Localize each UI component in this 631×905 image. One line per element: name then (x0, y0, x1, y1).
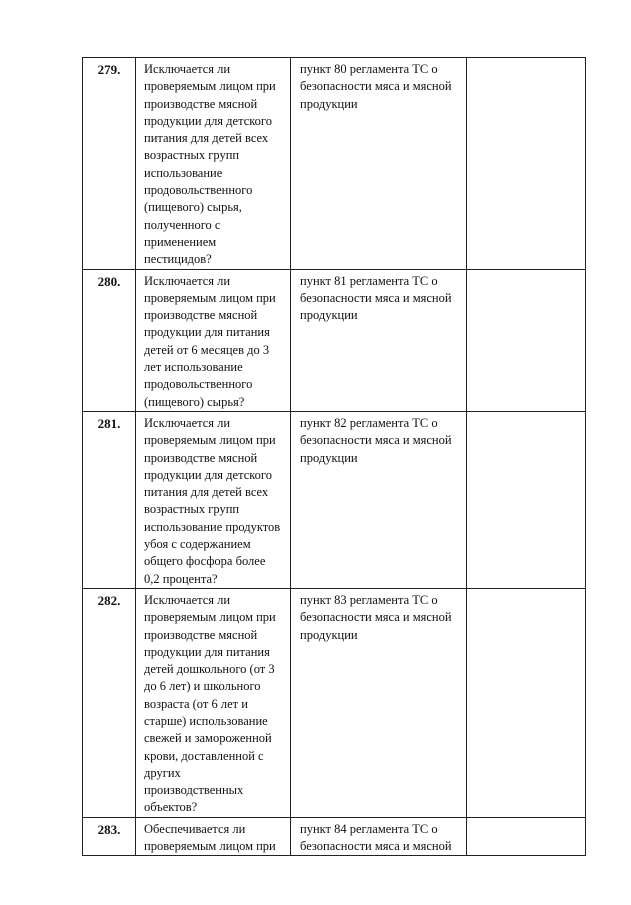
question-line: свежей и замороженной (144, 731, 272, 746)
question-line: 0,2 процента? (144, 571, 218, 586)
reference-cell (291, 588, 467, 817)
row-number: 282. (83, 588, 136, 817)
question-line: продукции для питания (144, 644, 270, 659)
question-line: Обеспечивается ли (144, 821, 246, 836)
question-line: проверяемым лицом при (144, 839, 276, 854)
question-line: лет использование (144, 360, 243, 375)
row-number: 280. (83, 269, 136, 411)
question-line: возраста (от 6 лет и (144, 696, 248, 711)
question-line: убоя с содержанием (144, 537, 251, 552)
question-line: общего фосфора более (144, 554, 266, 569)
question-line: производстве мясной (144, 308, 258, 323)
reference-cell (291, 817, 467, 856)
question-line: продукции для детского (144, 113, 273, 128)
reference-line: пункт 81 регламента ТС о (300, 273, 438, 288)
table-row (83, 588, 586, 817)
question-line: использование (144, 165, 223, 180)
question-line: возрастных групп (144, 148, 240, 163)
table-row (83, 58, 586, 270)
reference-line: безопасности мяса и мясной (300, 79, 452, 94)
reference-line: безопасности мяса и мясной (300, 610, 452, 625)
reference-line: безопасности мяса и мясной (300, 290, 452, 305)
question-cell (136, 58, 291, 270)
question-line: производственных (144, 783, 244, 798)
reference-line: пункт 82 регламента ТС о (300, 415, 438, 430)
question-line: питания для детей всех (144, 485, 269, 500)
question-line: Исключается ли (144, 415, 231, 430)
reference-line: безопасности мяса и мясной (300, 433, 452, 448)
question-line: проверяемым лицом при (144, 433, 276, 448)
reference-cell (291, 411, 467, 588)
question-line: других (144, 765, 181, 780)
reference-line: продукции (300, 627, 358, 642)
question-line: возрастных групп (144, 502, 240, 517)
table-row (83, 269, 586, 411)
reference-cell (291, 269, 467, 411)
question-line: питания для детей всех (144, 131, 269, 146)
question-line: до 6 лет) и школьного (144, 679, 261, 694)
question-line: крови, доставленной с (144, 748, 264, 763)
question-line: производстве мясной (144, 96, 258, 111)
row-number: 281. (83, 411, 136, 588)
question-line: проверяемым лицом при (144, 290, 276, 305)
answer-cell (467, 588, 586, 817)
question-line: продовольственного (144, 183, 253, 198)
row-number: 283. (83, 817, 136, 856)
checklist-table (82, 57, 586, 856)
question-line: продукции для питания (144, 325, 270, 340)
row-number: 279. (83, 58, 136, 270)
reference-line: продукции (300, 308, 358, 323)
question-line: продовольственного (144, 377, 253, 392)
question-cell (136, 588, 291, 817)
answer-cell (467, 411, 586, 588)
question-line: использование продуктов (144, 519, 281, 534)
question-cell (136, 411, 291, 588)
question-line: полученного с (144, 217, 221, 232)
question-line: детей дошкольного (от 3 (144, 662, 275, 677)
question-line: (пищевого) сырья? (144, 394, 245, 409)
question-line: объектов? (144, 800, 198, 815)
question-line: пестицидов? (144, 252, 212, 267)
question-cell (136, 269, 291, 411)
answer-cell (467, 58, 586, 270)
reference-line: пункт 83 регламента ТС о (300, 592, 438, 607)
question-line: старше) использование (144, 713, 268, 728)
question-line: продукции для детского (144, 467, 273, 482)
question-line: проверяемым лицом при (144, 79, 276, 94)
reference-line: продукции (300, 96, 358, 111)
question-line: Исключается ли (144, 62, 231, 76)
answer-cell (467, 269, 586, 411)
reference-line: безопасности мяса и мясной (300, 839, 452, 854)
reference-line: продукции (300, 450, 358, 465)
reference-line: пункт 80 регламента ТС о (300, 62, 438, 76)
checklist-table-body (83, 58, 586, 856)
reference-cell (291, 58, 467, 270)
question-line: производстве мясной (144, 450, 258, 465)
question-line: производстве мясной (144, 627, 258, 642)
question-cell (136, 817, 291, 856)
question-line: (пищевого) сырья, (144, 200, 242, 215)
question-line: проверяемым лицом при (144, 610, 276, 625)
table-row (83, 817, 586, 856)
question-line: детей от 6 месяцев до 3 (144, 342, 270, 357)
answer-cell (467, 817, 586, 856)
question-line: Исключается ли (144, 592, 231, 607)
question-line: применением (144, 234, 217, 249)
table-row (83, 411, 586, 588)
question-line: Исключается ли (144, 273, 231, 288)
reference-line: пункт 84 регламента ТС о (300, 821, 438, 836)
